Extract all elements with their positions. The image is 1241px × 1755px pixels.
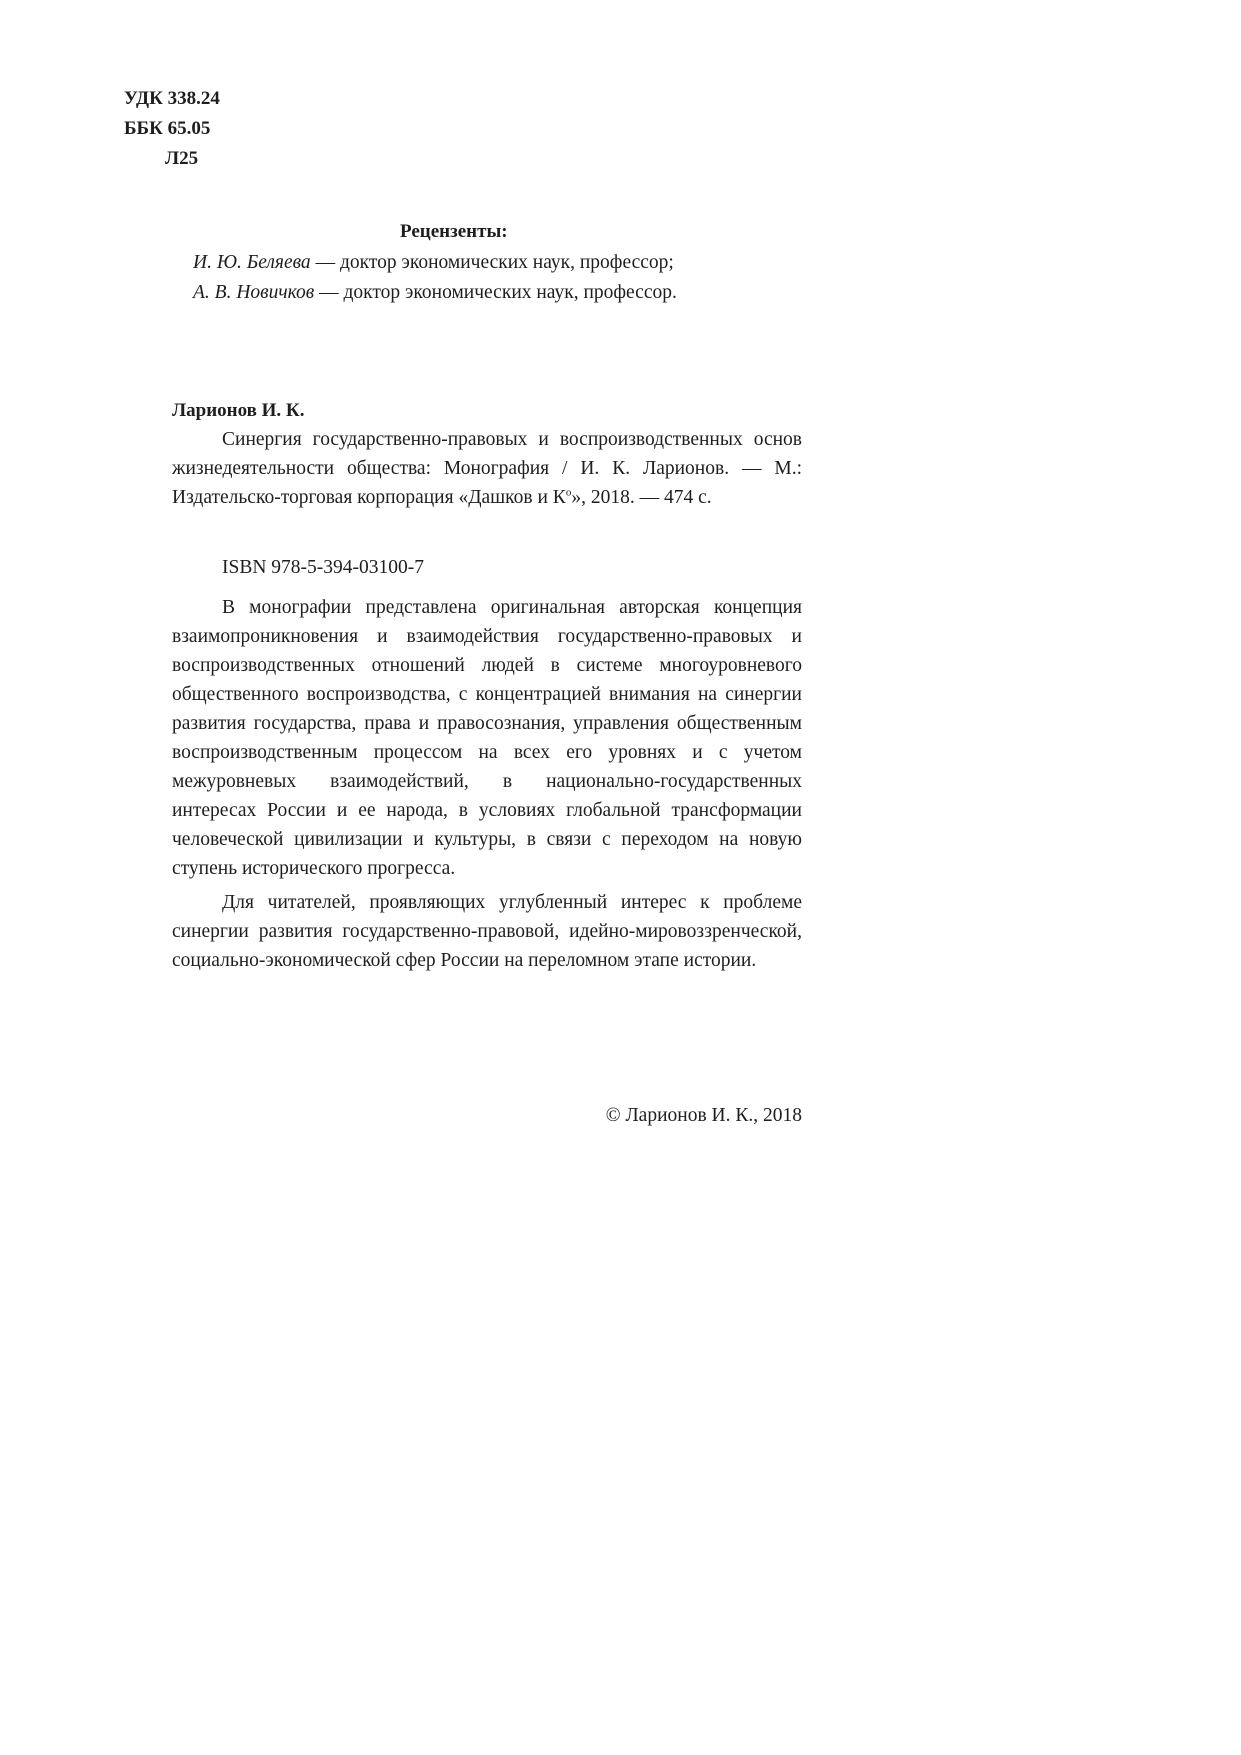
- classification-codes: [124, 84, 220, 174]
- reviewer-line: [193, 248, 677, 278]
- copyright-notice: © Ларионов И. К., 2018: [605, 1105, 802, 1126]
- bibliography-superscript: о: [565, 486, 572, 499]
- reviewers-list: [193, 248, 677, 308]
- author-mark: Л25: [165, 148, 199, 169]
- reviewer-name: И. Ю. Беляева: [193, 252, 311, 273]
- reviewer-name: А. В. Новичков: [193, 282, 315, 303]
- author-heading: Ларионов И. К.: [172, 400, 305, 421]
- reviewer-line: [193, 278, 677, 308]
- bibliographic-record: [172, 425, 802, 512]
- reviewers-heading: Рецензенты:: [400, 221, 508, 242]
- bibliography-text: Синергия государственно-правовых и воспроизводственных основ жизнедеятельности общества: Монография / И. К. Ларионов. — М.: Издательско-торговая корпорация «Дашков и К: [172, 429, 802, 508]
- isbn-line: [172, 553, 802, 582]
- bbk-code: ББК 65.05: [124, 118, 211, 139]
- annotation-paragraph: В монографии представлена оригинальная авторская концепция взаимопроникновения и взаимодействия государственно-правовых и воспроизводственных отношений людей в системе многоуровневого общественного воспроизводства, с концентрацией внимания на синергии развития государства, права и правосознания, управления общественным воспроизводственным процессом на всех его уровнях и с учетом межуровневых взаимодействий, в национально-государственных интересах России и ее народа, в условиях глобальной трансформации человеческой цивилизации и культуры, в связи с переходом на новую ступень исторического прогресса.: [172, 597, 802, 879]
- isbn-text: ISBN 978-5-394-03100-7: [222, 557, 425, 578]
- annotation: [172, 593, 802, 975]
- udk-code: УДК 338.24: [124, 88, 220, 109]
- annotation-paragraph: Для читателей, проявляющих углубленный интерес к проблеме синергии развития государственно-правовой, идейно-мировоззренческой, социально-экономической сфер России на переломном этапе истории.: [172, 892, 802, 971]
- reviewer-description: — доктор экономических наук, профессор;: [310, 252, 674, 273]
- reviewer-description: — доктор экономических наук, профессор.: [314, 282, 677, 303]
- bibliography-text-end: », 2018. — 474 с.: [571, 487, 712, 508]
